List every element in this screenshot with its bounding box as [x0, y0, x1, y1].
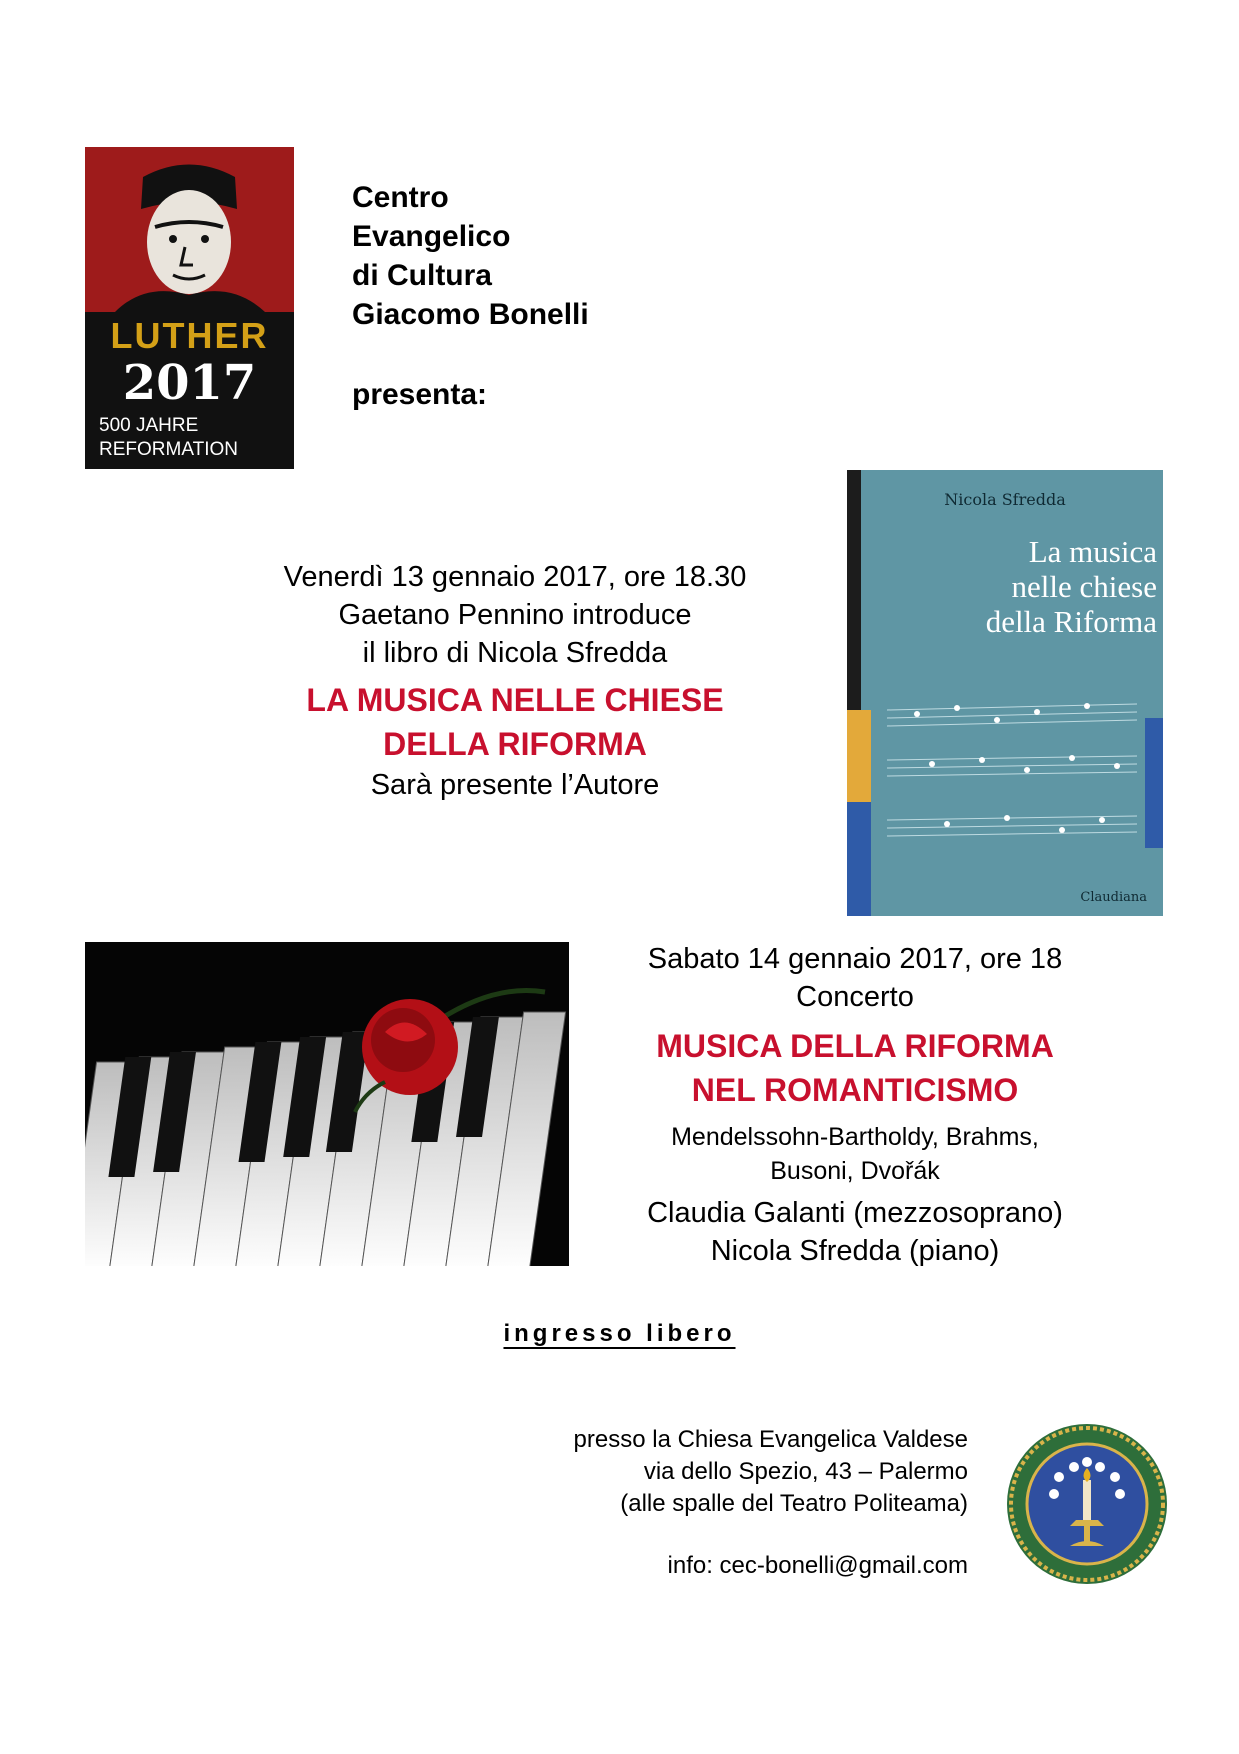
book-author: Nicola Sfredda — [944, 490, 1066, 509]
event-concert — [600, 940, 1110, 1270]
book-edge-band — [1145, 718, 1163, 848]
event2-type: Concerto — [796, 981, 914, 1013]
event1-book-of: il libro di Nicola Sfredda — [362, 637, 668, 669]
event-book-presentation — [180, 558, 850, 804]
event2-performer: Nicola Sfredda (piano) — [710, 1235, 1000, 1267]
event1-datetime: Venerdì 13 gennaio 2017, ore 18.30 — [283, 561, 747, 593]
free-entry — [0, 1320, 1239, 1348]
location-line: via dello Spezio, 43 – Palermo — [643, 1458, 968, 1485]
piano-rose-image — [85, 942, 569, 1266]
waldensian-seal — [1004, 1422, 1170, 1586]
event1-note: Sarà presente l’Autore — [370, 769, 660, 801]
book-title-line: della Riforma — [985, 604, 1157, 639]
piano-keys-icon — [85, 942, 569, 1266]
presents-label: presenta: — [352, 378, 488, 411]
music-notes-icon — [887, 690, 1137, 880]
organizer-line: di Cultura — [352, 259, 492, 292]
book-publisher: Claudiana — [1080, 890, 1147, 905]
candlestick-seal-icon — [1004, 1422, 1170, 1586]
event2-datetime: Sabato 14 gennaio 2017, ore 18 — [647, 943, 1063, 975]
logo-year-text: 2017 — [122, 355, 257, 411]
event2-title — [600, 1024, 1110, 1112]
logo-reformation-text: REFORMATION — [99, 439, 238, 460]
location-line: (alle spalle del Teatro Politeama) — [620, 1490, 968, 1517]
event2-title-line: NEL ROMANTICISMO — [691, 1072, 1019, 1108]
location-info — [430, 1424, 968, 1582]
book-cover-image — [847, 470, 1163, 916]
book-title-line: La musica — [1028, 534, 1157, 569]
organizer-line: Centro — [352, 181, 449, 214]
composers-line: Mendelssohn-Bartholdy, Brahms, — [671, 1123, 1039, 1151]
event2-title-line: MUSICA DELLA RIFORMA — [656, 1028, 1054, 1064]
event1-title-line: DELLA RIFORMA — [383, 726, 647, 762]
logo-jahre-text: 500 JAHRE — [99, 415, 199, 436]
organizer-line: Giacomo Bonelli — [352, 298, 589, 331]
contact-email: info: cec-bonelli@gmail.com — [667, 1552, 968, 1579]
composers-line: Busoni, Dvořák — [770, 1157, 940, 1185]
location-line: presso la Chiesa Evangelica Valdese — [573, 1426, 968, 1453]
event1-intro: Gaetano Pennino introduce — [338, 599, 692, 631]
event1-title-line: LA MUSICA NELLE CHIESE — [306, 682, 724, 718]
luther-2017-logo — [85, 147, 294, 469]
organizer-line: Evangelico — [352, 220, 511, 253]
free-entry-label: ingresso libero — [503, 1320, 736, 1347]
organizer-name — [352, 178, 589, 334]
event1-title — [180, 678, 850, 766]
logo-luther-text: LUTHER — [110, 315, 269, 356]
event2-performer: Claudia Galanti (mezzosoprano) — [647, 1197, 1063, 1229]
book-title-line: nelle chiese — [1011, 569, 1157, 604]
book-title — [887, 534, 1157, 639]
event2-composers — [600, 1120, 1110, 1188]
